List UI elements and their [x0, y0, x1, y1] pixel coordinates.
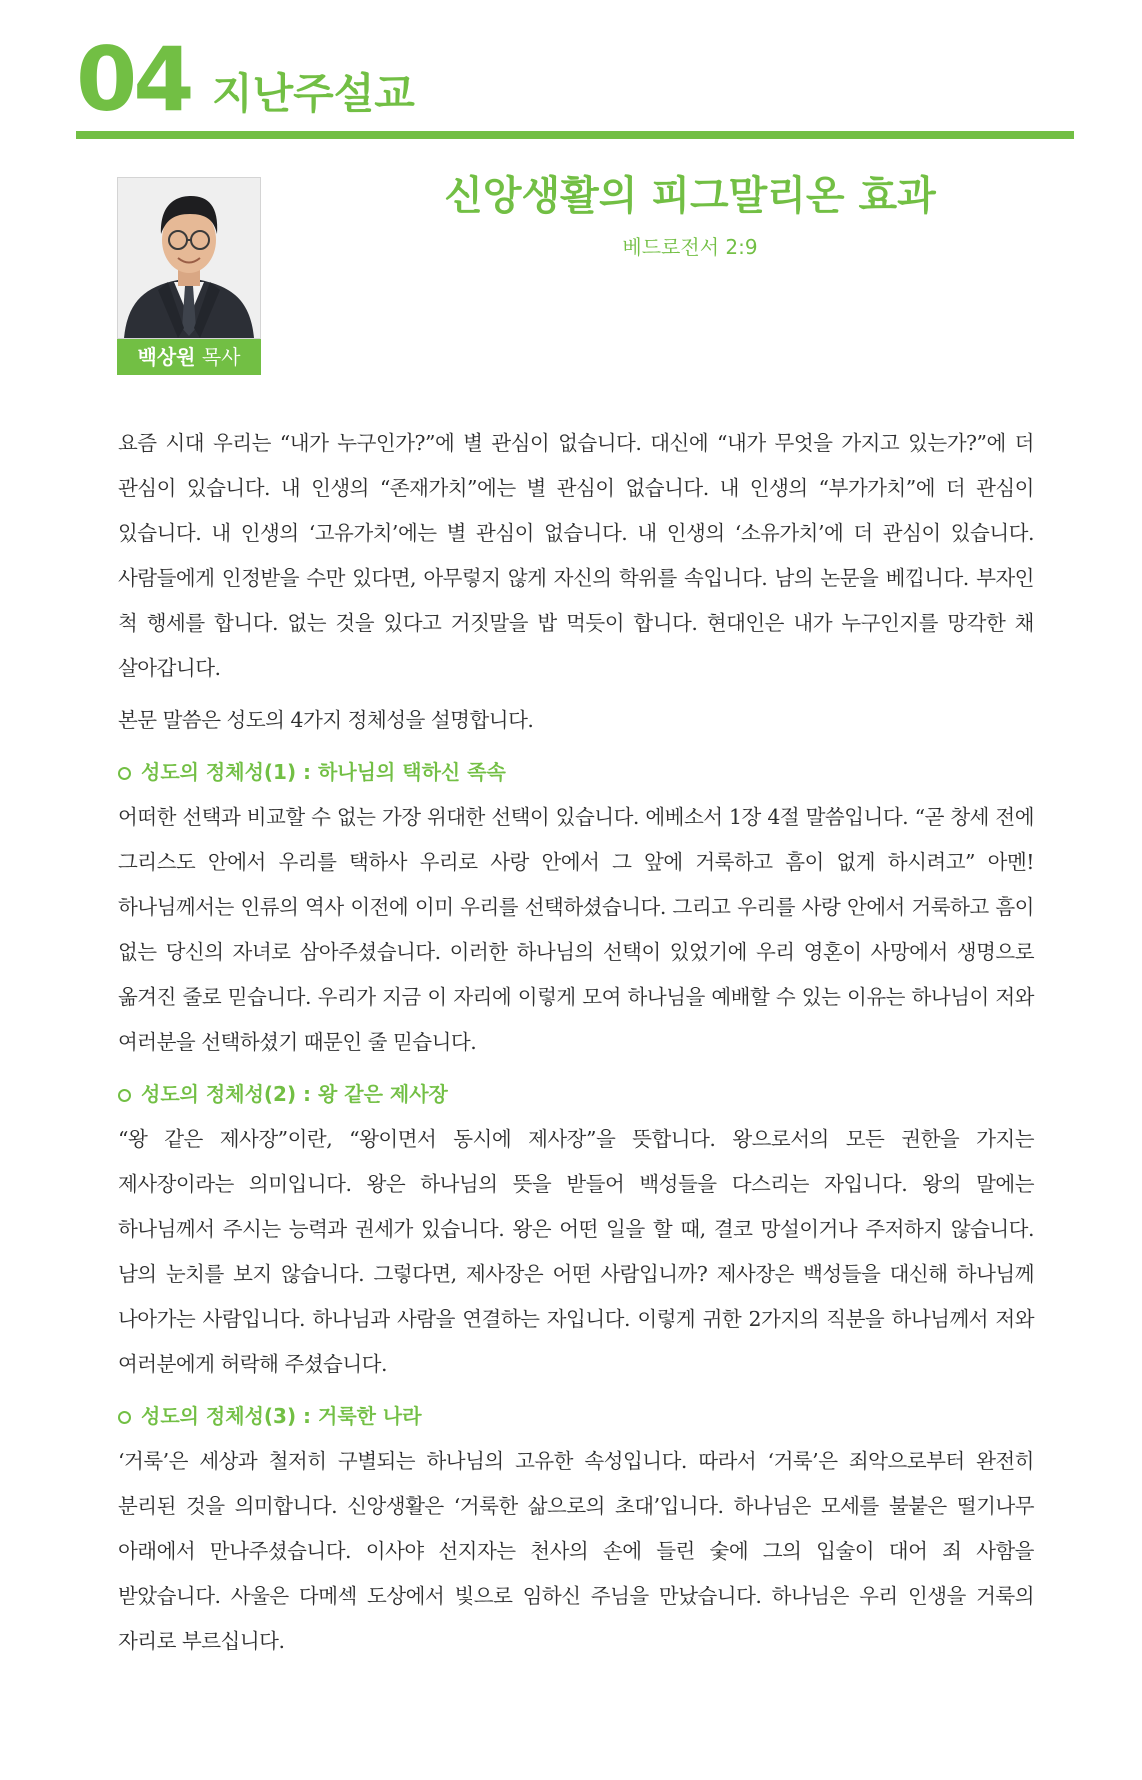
- section-title: 지난주설교: [212, 69, 415, 118]
- section-number: 04: [76, 28, 191, 131]
- header-divider: [76, 131, 1074, 139]
- sermon-body: [118, 421, 1034, 1671]
- pastor-photo: [117, 177, 261, 339]
- sermon-title: 신앙생활의 피그말리온 효과: [444, 173, 936, 219]
- intro-paragraph: 요즘 시대 우리는 “내가 누구인가?”에 별 관심이 없습니다. 대신에 “내가 무엇을 가지고 있는가?”에 더 관심이 있습니다. 내 인생의 “존재가치”에는 별 관심이 없습니다. 내 인생의 “부가가치”에 더 관심이 있습니다. 내 인생의 ‘고유가치’에는 별 관심이 없습니다. 내 인생의 ‘소유가치’에 더 관심이 있습니다. 사람들에게 인정받을 수만 있다면, 아무렇지 않게 자신의 학위를 속입니다. 남의 논문을 베낍니다. 부자인 척 행세를 합니다. 없는 것을 있다고 거짓말을 밥 먹듯이 합니다. 현대인은 내가 누구인지를 망각한 채 살아갑니다.: [118, 431, 1034, 680]
- section-header: [76, 30, 1074, 130]
- scripture-reference: 베드로전서 2:9: [622, 235, 758, 259]
- section-heading-text: 성도의 정체성(1) : 하나님의 택하신 족속: [141, 760, 506, 784]
- section-heading-1: [118, 750, 1034, 795]
- pastor-portrait-icon: [118, 178, 260, 338]
- circle-bullet-icon: [118, 767, 131, 780]
- section-heading-3: [118, 1394, 1034, 1439]
- section-paragraph-3: ‘거룩’은 세상과 철저히 구별되는 하나님의 고유한 속성입니다. 따라서 ‘거룩’은 죄악으로부터 완전히 분리된 것을 의미합니다. 신앙생활은 ‘거룩한 삶으로의 초대’입니다. 하나님은 모세를 불붙은 떨기나무 아래에서 만나주셨습니다. 이사야 선지자는 천사의 손에 들린 숯에 그의 입술이 대어 죄 사함을 받았습니다. 사울은 다메섹 도상에서 빛으로 임하신 주님을 만났습니다. 하나님은 우리 인생을 거룩의 자리로 부르십니다.: [118, 1449, 1034, 1653]
- pastor-role: 목사: [201, 345, 241, 369]
- section-heading-text: 성도의 정체성(3) : 거룩한 나라: [141, 1404, 422, 1428]
- section-heading-2: [118, 1072, 1034, 1117]
- pastor-name: 백상원: [137, 345, 196, 369]
- section-paragraph-1: 어떠한 선택과 비교할 수 없는 가장 위대한 선택이 있습니다. 에베소서 1장 4절 말씀입니다. “곧 창세 전에 그리스도 안에서 우리를 택하사 우리로 사랑 안에서 그 앞에 거룩하고 흠이 없게 하시려고” 아멘! 하나님께서는 인류의 역사 이전에 이미 우리를 선택하셨습니다. 그리고 우리를 사랑 안에서 거룩하고 흠이 없는 당신의 자녀로 삼아주셨습니다. 이러한 하나님의 선택이 있었기에 우리 영혼이 사망에서 생명으로 옮겨진 줄로 믿습니다. 우리가 지금 이 자리에 이렇게 모여 하나님을 예배할 수 있는 이유는 하나님이 저와 여러분을 선택하셨기 때문인 줄 믿습니다.: [118, 805, 1034, 1054]
- lead-paragraph: 본문 말씀은 성도의 4가지 정체성을 설명합니다.: [118, 708, 534, 732]
- section-heading-text: 성도의 정체성(2) : 왕 같은 제사장: [141, 1082, 448, 1106]
- circle-bullet-icon: [118, 1089, 131, 1102]
- pastor-badge: [117, 339, 261, 375]
- section-paragraph-2: “왕 같은 제사장”이란, “왕이면서 동시에 제사장”을 뜻합니다. 왕으로서의 모든 권한을 가지는 제사장이라는 의미입니다. 왕은 하나님의 뜻을 받들어 백성들을 다스리는 자입니다. 왕의 말에는 하나님께서 주시는 능력과 권세가 있습니다. 왕은 어떤 일을 할 때, 결코 망설이거나 주저하지 않습니다. 남의 눈치를 보지 않습니다. 그렇다면, 제사장은 어떤 사람입니까? 제사장은 백성들을 대신해 하나님께 나아가는 사람입니다. 하나님과 사람을 연결하는 자입니다. 이렇게 귀한 2가지의 직분을 하나님께서 저와 여러분에게 허락해 주셨습니다.: [118, 1127, 1034, 1376]
- circle-bullet-icon: [118, 1411, 131, 1424]
